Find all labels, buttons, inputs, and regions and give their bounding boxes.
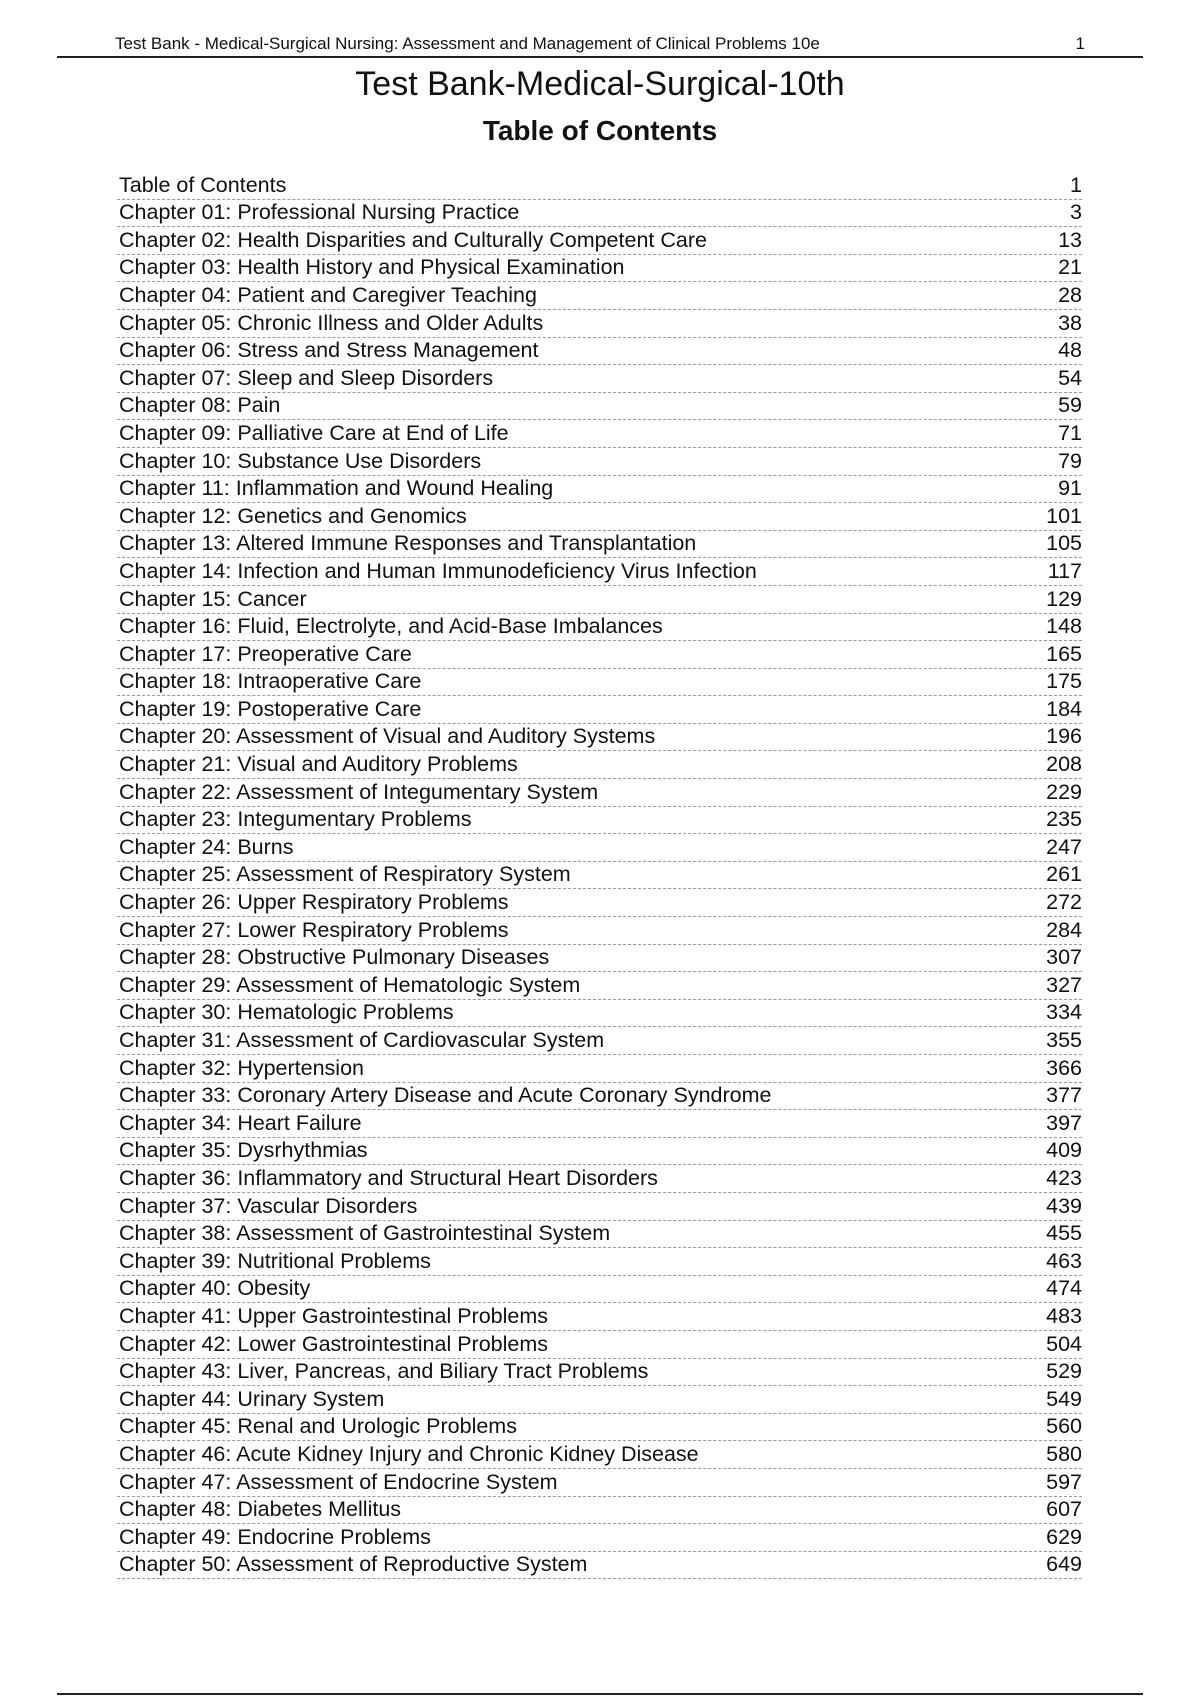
toc-entry-page-number[interactable]: 455 (1046, 1221, 1082, 1246)
toc-entry-page-number[interactable]: 474 (1046, 1276, 1082, 1301)
toc-entry-page-number[interactable]: 307 (1046, 945, 1082, 970)
toc-entry[interactable] (117, 834, 1082, 862)
toc-entry[interactable] (117, 393, 1082, 421)
toc-entry-page-number[interactable]: 397 (1046, 1110, 1082, 1135)
toc-entry-page-number[interactable]: 175 (1046, 669, 1082, 694)
toc-entry[interactable] (117, 972, 1082, 1000)
toc-entry[interactable] (117, 1138, 1082, 1166)
toc-heading: Table of Contents (482, 115, 718, 146)
header-page-number: 1 (1075, 34, 1085, 53)
toc-entry-page-number[interactable]: 261 (1046, 862, 1082, 887)
toc-entry-title[interactable]: Chapter 37: Vascular Disorders (119, 1193, 418, 1218)
toc-entry-page-number[interactable]: 28 (1058, 282, 1082, 307)
toc-entry[interactable] (117, 1386, 1082, 1414)
toc-entry-title[interactable]: Chapter 44: Urinary System (119, 1386, 385, 1411)
toc-entry-title[interactable]: Chapter 13: Altered Immune Responses and Transplantation (119, 531, 697, 556)
toc-entry-page-number[interactable]: 560 (1046, 1414, 1082, 1439)
header-title: Test Bank - Medical-Surgical Nursing: Assessment and Management of Clinical Problems 10e (115, 34, 820, 53)
toc-entry-title[interactable]: Chapter 12: Genetics and Genomics (119, 503, 467, 528)
toc-entry[interactable] (117, 200, 1082, 228)
toc-entry[interactable] (117, 889, 1082, 917)
toc-entry-page-number[interactable]: 549 (1046, 1386, 1082, 1411)
toc-entry[interactable] (117, 1524, 1082, 1552)
toc-entry-title[interactable]: Chapter 05: Chronic Illness and Older Adults (119, 310, 544, 335)
toc-entry[interactable] (117, 1414, 1082, 1442)
toc-entry-title[interactable]: Chapter 24: Burns (119, 834, 294, 859)
toc-entry[interactable] (117, 751, 1082, 779)
toc-entry-page-number[interactable]: 355 (1046, 1028, 1082, 1052)
toc-entry[interactable] (117, 1331, 1082, 1359)
toc-entry-title[interactable]: Chapter 16: Fluid, Electrolyte, and Acid-Base Imbalances (119, 614, 663, 639)
toc-entry[interactable] (117, 1497, 1082, 1525)
toc-entry-page-number[interactable]: 334 (1046, 1000, 1082, 1025)
toc-entry-title[interactable]: Chapter 46: Acute Kidney Injury and Chronic Kidney Disease (119, 1441, 699, 1466)
toc-entry[interactable] (117, 1441, 1082, 1469)
toc-entry-title[interactable]: Chapter 30: Hematologic Problems (119, 1000, 454, 1025)
toc-entry-page-number[interactable]: 184 (1046, 696, 1082, 721)
toc-entry-page-number[interactable]: 21 (1058, 255, 1082, 280)
toc-entry-title[interactable]: Chapter 28: Obstructive Pulmonary Diseases (119, 945, 550, 970)
toc-entry[interactable] (117, 1276, 1082, 1304)
toc-entry-title[interactable]: Chapter 40: Obesity (119, 1276, 311, 1301)
toc-entry-page-number[interactable]: 529 (1046, 1359, 1082, 1384)
toc-entry[interactable] (117, 172, 1082, 200)
toc-entry-title[interactable]: Chapter 34: Heart Failure (119, 1110, 362, 1135)
toc-entry[interactable] (117, 1083, 1082, 1111)
toc-entry[interactable] (117, 476, 1082, 504)
toc-entry[interactable] (117, 1193, 1082, 1221)
toc-entry-title[interactable]: Chapter 09: Palliative Care at End of Life (119, 420, 509, 445)
toc-entry-title[interactable]: Chapter 42: Lower Gastrointestinal Problems (119, 1331, 549, 1356)
toc-entry-page-number[interactable]: 423 (1046, 1165, 1082, 1190)
toc-entry-title[interactable]: Chapter 14: Infection and Human Immunodeficiency Virus Infection (119, 558, 757, 583)
toc-entry-page-number[interactable]: 439 (1046, 1193, 1082, 1218)
toc-entry[interactable] (117, 1359, 1082, 1387)
toc-entry-page-number[interactable]: 3 (1070, 200, 1082, 225)
toc-entry-page-number[interactable]: 38 (1058, 310, 1082, 335)
toc-entry-page-number[interactable]: 105 (1046, 531, 1082, 556)
toc-entry-title[interactable]: Chapter 38: Assessment of Gastrointestinal System (119, 1221, 611, 1246)
toc-entry-title[interactable]: Chapter 45: Renal and Urologic Problems (119, 1414, 517, 1439)
toc-entry-title[interactable]: Chapter 31: Assessment of Cardiovascular System (119, 1028, 605, 1052)
toc-entry-title[interactable]: Chapter 08: Pain (119, 393, 281, 418)
toc-entry-title[interactable]: Chapter 41: Upper Gastrointestinal Problems (119, 1303, 549, 1328)
toc-entry[interactable] (117, 724, 1082, 752)
toc-entry-title[interactable]: Chapter 18: Intraoperative Care (119, 669, 422, 694)
toc-entry-page-number[interactable]: 196 (1046, 724, 1082, 749)
toc-entry-title[interactable]: Chapter 26: Upper Respiratory Problems (119, 890, 509, 915)
toc-entry-title[interactable]: Chapter 27: Lower Respiratory Problems (119, 917, 509, 942)
toc-entry-page-number[interactable]: 504 (1046, 1331, 1082, 1356)
toc-entry-page-number[interactable]: 117 (1047, 558, 1082, 583)
toc-entry[interactable] (117, 531, 1082, 559)
toc-entry-page-number[interactable]: 229 (1046, 779, 1082, 804)
toc-entry-title[interactable]: Chapter 39: Nutritional Problems (119, 1248, 431, 1273)
toc-entry-page-number[interactable]: 101 (1046, 503, 1082, 528)
toc-entry[interactable] (117, 503, 1082, 531)
toc-entry[interactable] (117, 338, 1082, 366)
toc-entry-page-number[interactable]: 48 (1058, 338, 1082, 363)
toc-entry-page-number[interactable]: 463 (1046, 1248, 1082, 1273)
toc-entry[interactable] (117, 807, 1082, 835)
toc-entry[interactable] (117, 862, 1082, 890)
toc-entry[interactable] (117, 282, 1082, 310)
toc-entry-page-number[interactable]: 629 (1046, 1524, 1082, 1549)
toc-entry-page-number[interactable]: 649 (1046, 1552, 1082, 1577)
toc-entry-title[interactable]: Chapter 20: Assessment of Visual and Auditory Systems (119, 724, 656, 749)
toc-entry-title[interactable]: Chapter 48: Diabetes Mellitus (119, 1497, 402, 1522)
toc-entry[interactable] (117, 586, 1082, 614)
toc-entry-page-number[interactable]: 607 (1046, 1497, 1082, 1522)
toc-entry-title[interactable]: Chapter 15: Cancer (119, 586, 307, 611)
toc-entry[interactable] (117, 1110, 1082, 1138)
toc-entry-title[interactable]: Chapter 47: Assessment of Endocrine System (119, 1469, 558, 1494)
toc-entry-title[interactable]: Chapter 36: Inflammatory and Structural Heart Disorders (119, 1165, 658, 1190)
toc-entry-page-number[interactable]: 409 (1046, 1138, 1082, 1163)
toc-entry-page-number[interactable]: 165 (1046, 641, 1082, 666)
toc-entry[interactable] (117, 1055, 1082, 1083)
toc-entry-page-number[interactable]: 79 (1058, 448, 1082, 473)
toc-entry-title[interactable]: Chapter 50: Assessment of Reproductive System (119, 1552, 588, 1577)
toc-entry-title[interactable]: Chapter 19: Postoperative Care (119, 696, 422, 721)
toc-entry-page-number[interactable]: 483 (1046, 1303, 1082, 1328)
toc-entry[interactable] (117, 1248, 1082, 1276)
toc-entry-title[interactable]: Chapter 33: Coronary Artery Disease and Acute Coronary Syndrome (119, 1083, 772, 1108)
toc-entry-title[interactable]: Chapter 43: Liver, Pancreas, and Biliary Tract Problems (119, 1359, 649, 1384)
toc-entry-title[interactable]: Chapter 03: Health History and Physical Examination (119, 255, 625, 280)
toc-entry[interactable] (117, 945, 1082, 973)
toc-entry[interactable] (117, 1027, 1082, 1055)
toc-entry-page-number[interactable]: 208 (1046, 752, 1082, 777)
toc-entry-title[interactable]: Chapter 11: Inflammation and Wound Healing (119, 476, 554, 501)
toc-entry[interactable] (117, 696, 1082, 724)
toc-entry-page-number[interactable]: 71 (1058, 420, 1082, 445)
toc-entry[interactable] (117, 448, 1082, 476)
toc-entry-title[interactable]: Chapter 25: Assessment of Respiratory System (119, 862, 571, 887)
toc-entry-page-number[interactable]: 129 (1046, 586, 1082, 611)
toc-entry[interactable] (117, 917, 1082, 945)
toc-entry[interactable] (117, 1000, 1082, 1028)
toc-entry-page-number[interactable]: 235 (1046, 807, 1082, 832)
toc-entry-title[interactable]: Chapter 04: Patient and Caregiver Teaching (119, 282, 537, 307)
toc-entry-title[interactable]: Chapter 01: Professional Nursing Practice (119, 200, 520, 225)
toc-entry-page-number[interactable]: 54 (1058, 365, 1082, 390)
toc-entry-page-number[interactable]: 247 (1046, 834, 1082, 859)
toc-entry-title[interactable]: Table of Contents (119, 172, 287, 197)
footer-rule (57, 1693, 1143, 1695)
toc-entry-title[interactable]: Chapter 07: Sleep and Sleep Disorders (119, 365, 494, 390)
toc-entry-title[interactable]: Chapter 17: Preoperative Care (119, 641, 412, 666)
toc-entry-title[interactable]: Chapter 49: Endocrine Problems (119, 1524, 431, 1549)
toc-entry-page-number[interactable]: 91 (1058, 476, 1082, 501)
toc-entry[interactable] (117, 1303, 1082, 1331)
document-title: Test Bank-Medical-Surgical-10th (355, 65, 845, 103)
toc-entry-page-number[interactable]: 1 (1070, 172, 1082, 197)
toc-entry-page-number[interactable]: 148 (1046, 614, 1082, 639)
toc-entry[interactable] (117, 420, 1082, 448)
toc-entry-page-number[interactable]: 580 (1046, 1441, 1082, 1466)
toc-entry-title[interactable]: Chapter 02: Health Disparities and Culturally Competent Care (119, 227, 707, 252)
toc-entry-page-number[interactable]: 13 (1058, 227, 1082, 252)
toc-entry-title[interactable]: Chapter 35: Dysrhythmias (119, 1138, 368, 1163)
running-header (57, 34, 1143, 58)
toc-entry[interactable] (117, 1165, 1082, 1193)
toc-entry-page-number[interactable]: 597 (1046, 1469, 1082, 1494)
toc-entry-title[interactable]: Chapter 22: Assessment of Integumentary System (119, 779, 599, 804)
toc-entry[interactable] (117, 310, 1082, 338)
toc-entry-title[interactable]: Chapter 06: Stress and Stress Management (119, 338, 539, 363)
toc-entry-page-number[interactable]: 377 (1046, 1083, 1082, 1108)
toc-entry[interactable] (117, 779, 1082, 807)
toc-entry-title[interactable]: Chapter 32: Hypertension (119, 1055, 365, 1080)
toc-entry-title[interactable]: Chapter 10: Substance Use Disorders (119, 448, 482, 473)
toc-entry-page-number[interactable]: 59 (1058, 393, 1082, 418)
toc-entry-page-number[interactable]: 272 (1046, 890, 1082, 915)
toc-entry-title[interactable]: Chapter 21: Visual and Auditory Problems (119, 752, 518, 777)
toc-entry[interactable] (117, 614, 1082, 642)
toc-entry[interactable] (117, 669, 1082, 697)
toc-entry-page-number[interactable]: 284 (1046, 917, 1082, 942)
toc-entry[interactable] (117, 558, 1082, 586)
toc-entry[interactable] (117, 1552, 1082, 1580)
toc-entry[interactable] (117, 227, 1082, 255)
toc-list (117, 172, 1082, 1579)
toc-entry[interactable] (117, 365, 1082, 393)
toc-entry[interactable] (117, 1469, 1082, 1497)
toc-entry-page-number[interactable]: 366 (1046, 1055, 1082, 1080)
toc-entry-title[interactable]: Chapter 29: Assessment of Hematologic System (119, 972, 581, 997)
toc-entry[interactable] (117, 1221, 1082, 1249)
toc-entry[interactable] (117, 255, 1082, 283)
toc-entry-page-number[interactable]: 327 (1046, 972, 1082, 997)
toc-entry[interactable] (117, 641, 1082, 669)
toc-entry-title[interactable]: Chapter 23: Integumentary Problems (119, 807, 472, 832)
